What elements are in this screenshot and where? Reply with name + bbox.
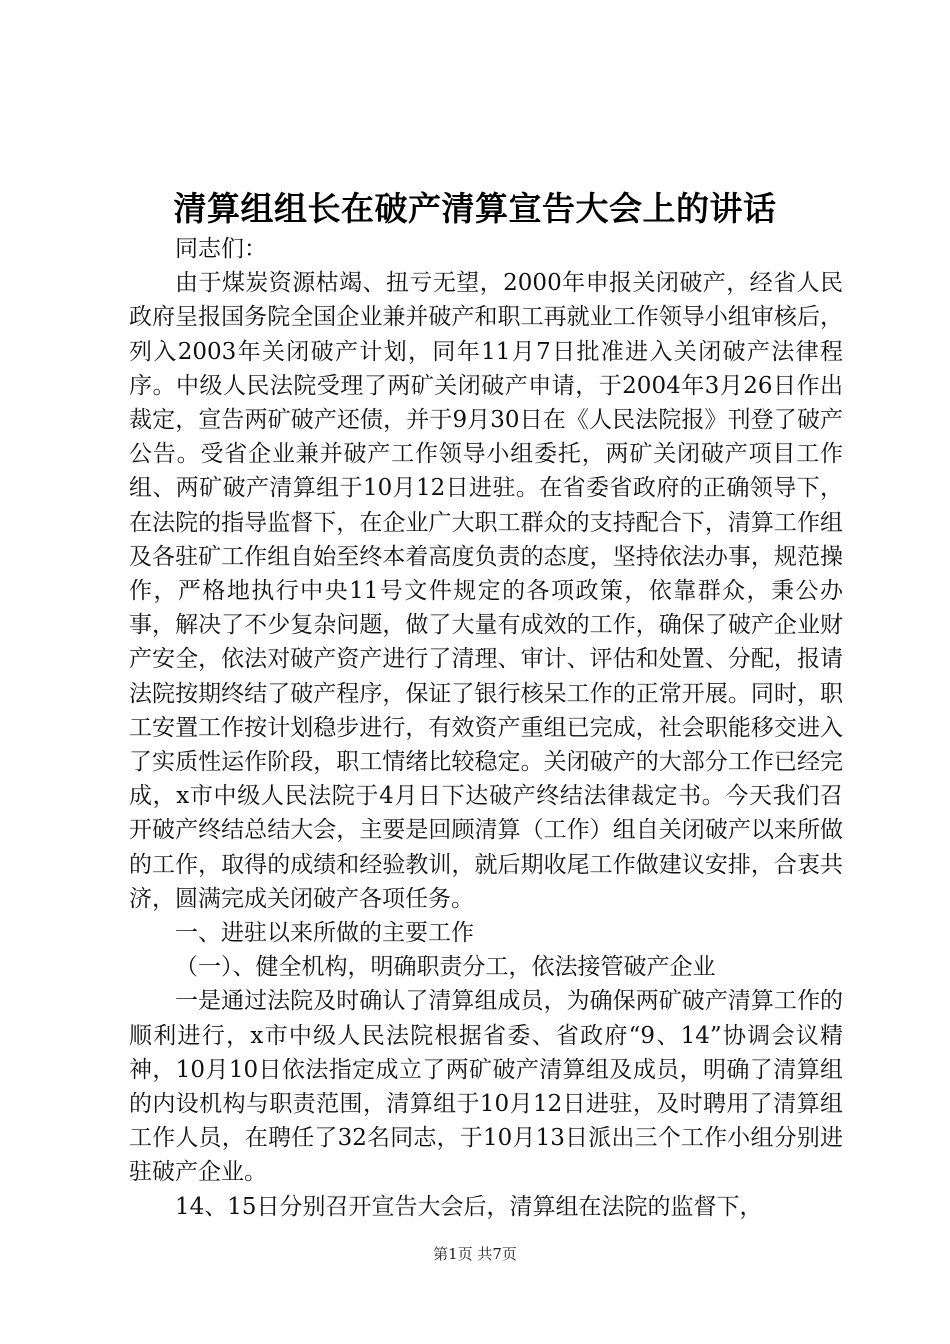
document-title: 清算组组长在破产清算宣告大会上的讲话 bbox=[173, 189, 777, 228]
subsection-heading-1: （一）、健全机构，明确职责分工，依法接管破产企业 bbox=[175, 954, 716, 981]
salutation: 同志们： bbox=[175, 236, 267, 262]
body-paragraph-3: 14、15日分别召开宣告大会后，清算组在法院的监督下， bbox=[175, 1193, 763, 1220]
body-paragraph-2: 一是通过法院及时确认了清算组成员，为确保两矿破产清算工作的顺利进行，x市中级人民法院根据省委、省政府“9、14”协调会议精神，10月10日依法指定成立了两矿破产清算组及成员，明确了清算组的内设机构与职责范围，清算组于10月12日进驻，及时聘用了清算组工作人员，在聘任了32名同志，于10月13日派出三个工作小组分别进驻破产企业。 bbox=[129, 988, 843, 1186]
section-heading-1: 一、进驻以来所做的主要工作 bbox=[175, 920, 474, 947]
page-number: 第1页 共7页 bbox=[433, 1245, 517, 1263]
document-body bbox=[129, 232, 843, 1224]
body-paragraph-intro: 由于煤炭资源枯竭、扭亏无望，2000年申报关闭破产，经省人民政府呈报国务院全国企业兼并破产和职工再就业工作领导小组审核后，列入2003年关闭破产计划，同年11月7日批准进入关闭破产法律程序。中级人民法院受理了两矿关闭破产申请，于2004年3月26日作出裁定，宣告两矿破产还债，并于9月30日在《人民法院报》刊登了破产公告。受省企业兼并破产工作领导小组委托，两矿关闭破产项目工作组、两矿破产清算组于10月12日进驻。在省委省政府的正确领导下，在法院的指导监督下，在企业广大职工群众的支持配合下，清算工作组及各驻矿工作组自始至终本着高度负责的态度，坚持依法办事，规范操作，严格地执行中央11号文件规定的各项政策，依靠群众，秉公办事，解决了不少复杂问题，做了大量有成效的工作，确保了破产企业财产安全，依法对破产资产进行了清理、审计、评估和处置、分配，报请法院按期终结了破产程序，保证了银行核呆工作的正常开展。同时，职工安置工作按计划稳步进行，有效资产重组已完成，社会职能移交进入了实质性运作阶段，职工情绪比较稳定。关闭破产的大部分工作已经完成，x市中级人民法院于4月日下达破产终结法律裁定书。今天我们召开破产终结总结大会，主要是回顾清算（工作）组自关闭破产以来所做的工作，取得的成绩和经验教训，就后期收尾工作做建议安排，合衷共济，圆满完成关闭破产各项任务。 bbox=[129, 270, 843, 912]
